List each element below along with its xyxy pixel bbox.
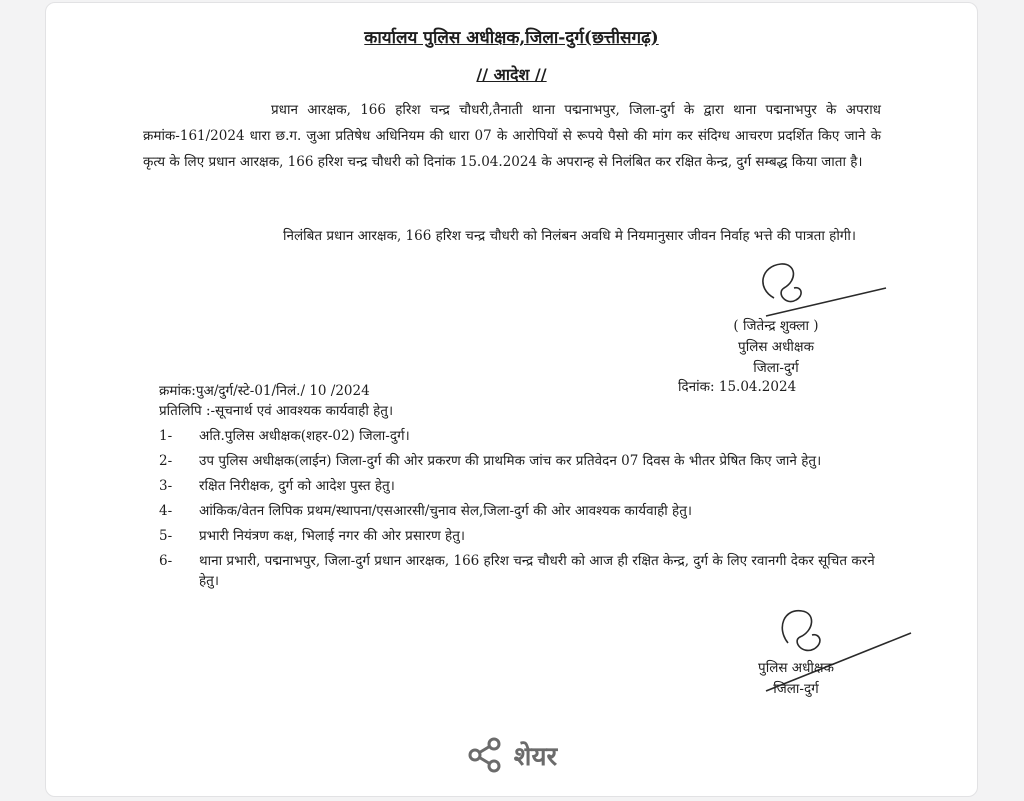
order-document <box>46 3 977 703</box>
document-card <box>45 2 978 797</box>
signatory-1-name: ( जितेन्द्र शुक्ला ) <box>733 318 819 334</box>
copy-list <box>159 426 879 596</box>
signatory-1-designation: पुलिस अधीक्षक <box>738 339 814 355</box>
list-item-text: थाना प्रभारी, पद्मनाभपुर, जिला-दुर्ग प्रधान आरक्षक, 166 हरिश चन्द्र चौधरी को आज ही रक्षित केन्द्र, दुर्ग के लिए रवानगी देकर सूचित करने हेतु। <box>199 553 875 589</box>
list-item <box>159 476 879 496</box>
list-item-number: 6- <box>159 553 173 569</box>
list-item-number: 4- <box>159 503 173 519</box>
list-item-text: आंकिक/वेतन लिपिक प्रथम/स्थापना/एसआरसी/चुनाव सेल,जिला-दुर्ग की ओर आवश्यक कार्यवाही हेतु। <box>199 503 693 519</box>
share-button[interactable] <box>46 730 977 780</box>
list-item-text: उप पुलिस अधीक्षक(लाईन) जिला-दुर्ग की ओर प्रकरण की प्राथमिक जांच कर प्रतिवेदन 07 दिवस के भीतर प्रेषित किए जाने हेतु। <box>199 453 822 469</box>
signatory-1-block <box>686 316 866 379</box>
order-number: क्रमांक:पुअ/दुर्ग/स्टे-01/निलं./ 10 /2024 <box>159 383 370 399</box>
order-date: दिनांक: 15.04.2024 <box>678 379 797 395</box>
list-item <box>159 501 879 521</box>
list-item-number: 3- <box>159 478 173 494</box>
list-item-text: प्रभारी नियंत्रण कक्ष, भिलाई नगर की ओर प्रसारण हेतु। <box>199 528 466 544</box>
signatory-2-block <box>721 658 871 700</box>
copy-heading: प्रतिलिपि :-सूचनार्थ एवं आवश्यक कार्यवाही हेतु। <box>159 403 394 419</box>
list-item-text: रक्षित निरीक्षक, दुर्ग को आदेश पुस्त हेतु। <box>199 478 395 494</box>
office-title: कार्यालय पुलिस अधीक्षक,जिला-दुर्ग(छत्तीसगढ़) <box>364 28 659 48</box>
list-item-number: 1- <box>159 428 173 444</box>
share-icon <box>466 736 504 774</box>
list-item-number: 5- <box>159 528 173 544</box>
order-paragraph-2: निलंबित प्रधान आरक्षक, 166 हरिश चन्द्र चौधरी को निलंबन अवधि मे नियमानुसार जीवन निर्वाह भत्ते की पात्रता होगी। <box>283 228 857 244</box>
signatory-1-district: जिला-दुर्ग <box>753 360 799 376</box>
list-item-number: 2- <box>159 453 173 469</box>
list-item <box>159 526 879 546</box>
list-item <box>159 551 879 591</box>
signatory-2-designation: पुलिस अधीक्षक <box>758 660 834 676</box>
signatory-2-district: जिला-दुर्ग <box>773 681 819 697</box>
list-item <box>159 426 879 446</box>
list-item <box>159 451 879 471</box>
order-paragraph-1: प्रधान आरक्षक, 166 हरिश चन्द्र चौधरी,तैनाती थाना पद्मनाभपुर, जिला-दुर्ग के द्वारा थाना पद्मनाभपुर के अपराध क्रमांक-161/2024 धारा छ.ग. जुआ प्रतिषेध अधिनियम की धारा 07 के आरोपियों से रूपये पैसो की मांग कर संदिग्ध आचरण प्रदर्शित किए जाने के कृत्य के लिए प्रधान आरक्षक, 166 हरिश चन्द्र चौधरी को दिनांक 15.04.2024 के अपरान्ह से निलंबित कर रक्षित केन्द्र, दुर्ग सम्बद्ध किया जाता है। <box>143 102 881 170</box>
order-heading: // आदेश // <box>476 65 547 84</box>
list-item-text: अति.पुलिस अधीक्षक(शहर-02) जिला-दुर्ग। <box>199 428 410 444</box>
signature-1 <box>726 258 906 323</box>
share-label: शेयर <box>513 742 558 772</box>
